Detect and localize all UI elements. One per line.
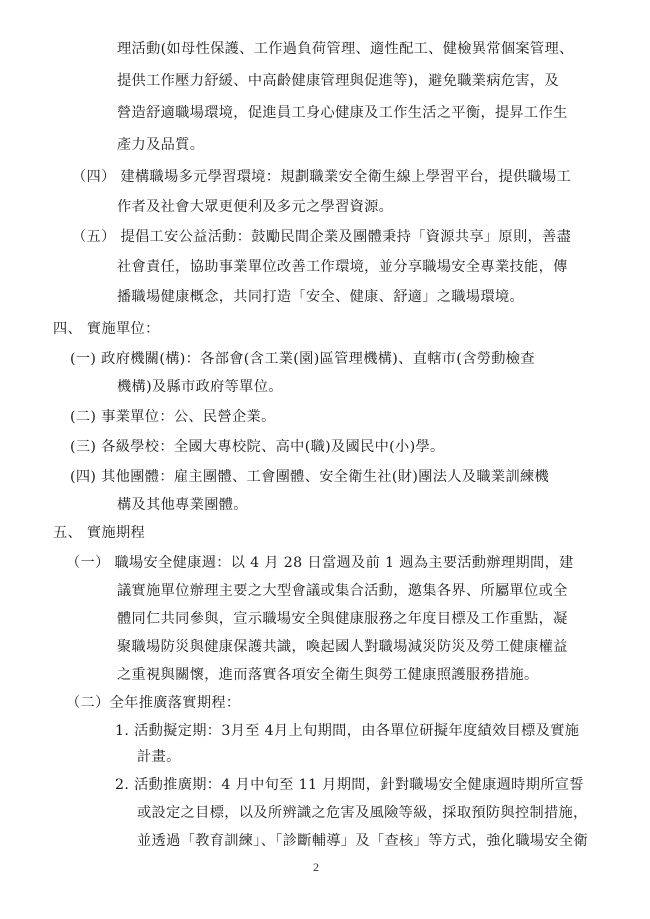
section-item: （一） 職場安全健康週：以 4 月 28 日當週及前 1 週為主要活動辦理期間，建 xyxy=(66,555,574,571)
section-item: （五） 提倡工安公益活動：鼓勵民間企業及團體秉持「資源共享」原則，善盡 xyxy=(72,229,572,245)
text-line: 或設定之目標，以及所辨識之危害及風險等級，採取預防與控制措施， xyxy=(137,805,588,821)
section-item: (四) 其他團體：雇主團體、工會團體、安全衛生社(財)團法人及職業訓練機 xyxy=(70,469,550,485)
page-number: 2 xyxy=(313,860,319,874)
numbered-item: 2. 活動推廣期：4 月中旬至 11 月期間，針對職場安全健康週時期所宣誓 xyxy=(115,777,584,793)
text-line: 社會責任，協助事業單位改善工作環境，並分享職場安全專業技能，傳 xyxy=(117,259,568,275)
text-line: 之重視與關懷，進而落實各項安全衛生與勞工健康照護服務措施。 xyxy=(117,667,539,683)
section-item: (三) 各級學校：全國大專校院、高中(職)及國民中(小)學。 xyxy=(70,439,445,455)
text-line: 播職場健康概念，共同打造「安全、健康、舒適」之職場環境。 xyxy=(117,289,525,305)
text-line: 構及其他專業團體。 xyxy=(117,497,248,513)
section-heading: 四、 實施單位： xyxy=(53,321,160,337)
text-line: 營造舒適職場環境，促進員工身心健康及工作生活之平衡，提昇工作生 xyxy=(117,105,568,121)
section-item: （四） 建構職場多元學習環境：規劃職業安全衛生線上學習平台，提供職場工 xyxy=(72,169,572,185)
text-line: 體同仁共同參與，宣示職場安全與健康服務之年度目標及工作重點，凝 xyxy=(117,611,568,627)
section-heading: 五、 實施期程 xyxy=(53,525,146,541)
text-line: 機構)及縣市政府等單位。 xyxy=(117,379,283,395)
text-line: 並透過「教育訓練」、「診斷輔導」及「查核」等方式，強化職場安全衛 xyxy=(137,833,589,849)
text-line: 產力及品質。 xyxy=(117,137,205,153)
section-item: (二) 事業單位：公、民營企業。 xyxy=(70,409,276,425)
text-line: 計畫。 xyxy=(137,749,181,765)
text-line: 理活動(如母性保護、工作過負荷管理、適性配工、健檢異常個案管理、 xyxy=(117,41,574,57)
text-line: 作者及社會大眾更便利及多元之學習資源。 xyxy=(117,199,394,215)
text-line: 提供工作壓力舒緩、中高齡健康管理與促進等)，避免職業病危害，及 xyxy=(117,73,560,89)
section-item: (一) 政府機關(構)：各部會(含工業(園)區管理機構)、直轄市(含勞動檢查 xyxy=(70,351,535,367)
section-item: （二）全年推廣落實期程： xyxy=(66,695,241,711)
text-line: 聚職場防災與健康保護共識，喚起國人對職場減災防災及勞工健康權益 xyxy=(117,639,568,655)
text-line: 議實施單位辦理主要之大型會議或集合活動，邀集各界、所屬單位或全 xyxy=(117,583,568,599)
numbered-item: 1. 活動擬定期：3月至 4月上旬期間，由各單位研擬年度績效目標及實施 xyxy=(115,723,580,739)
